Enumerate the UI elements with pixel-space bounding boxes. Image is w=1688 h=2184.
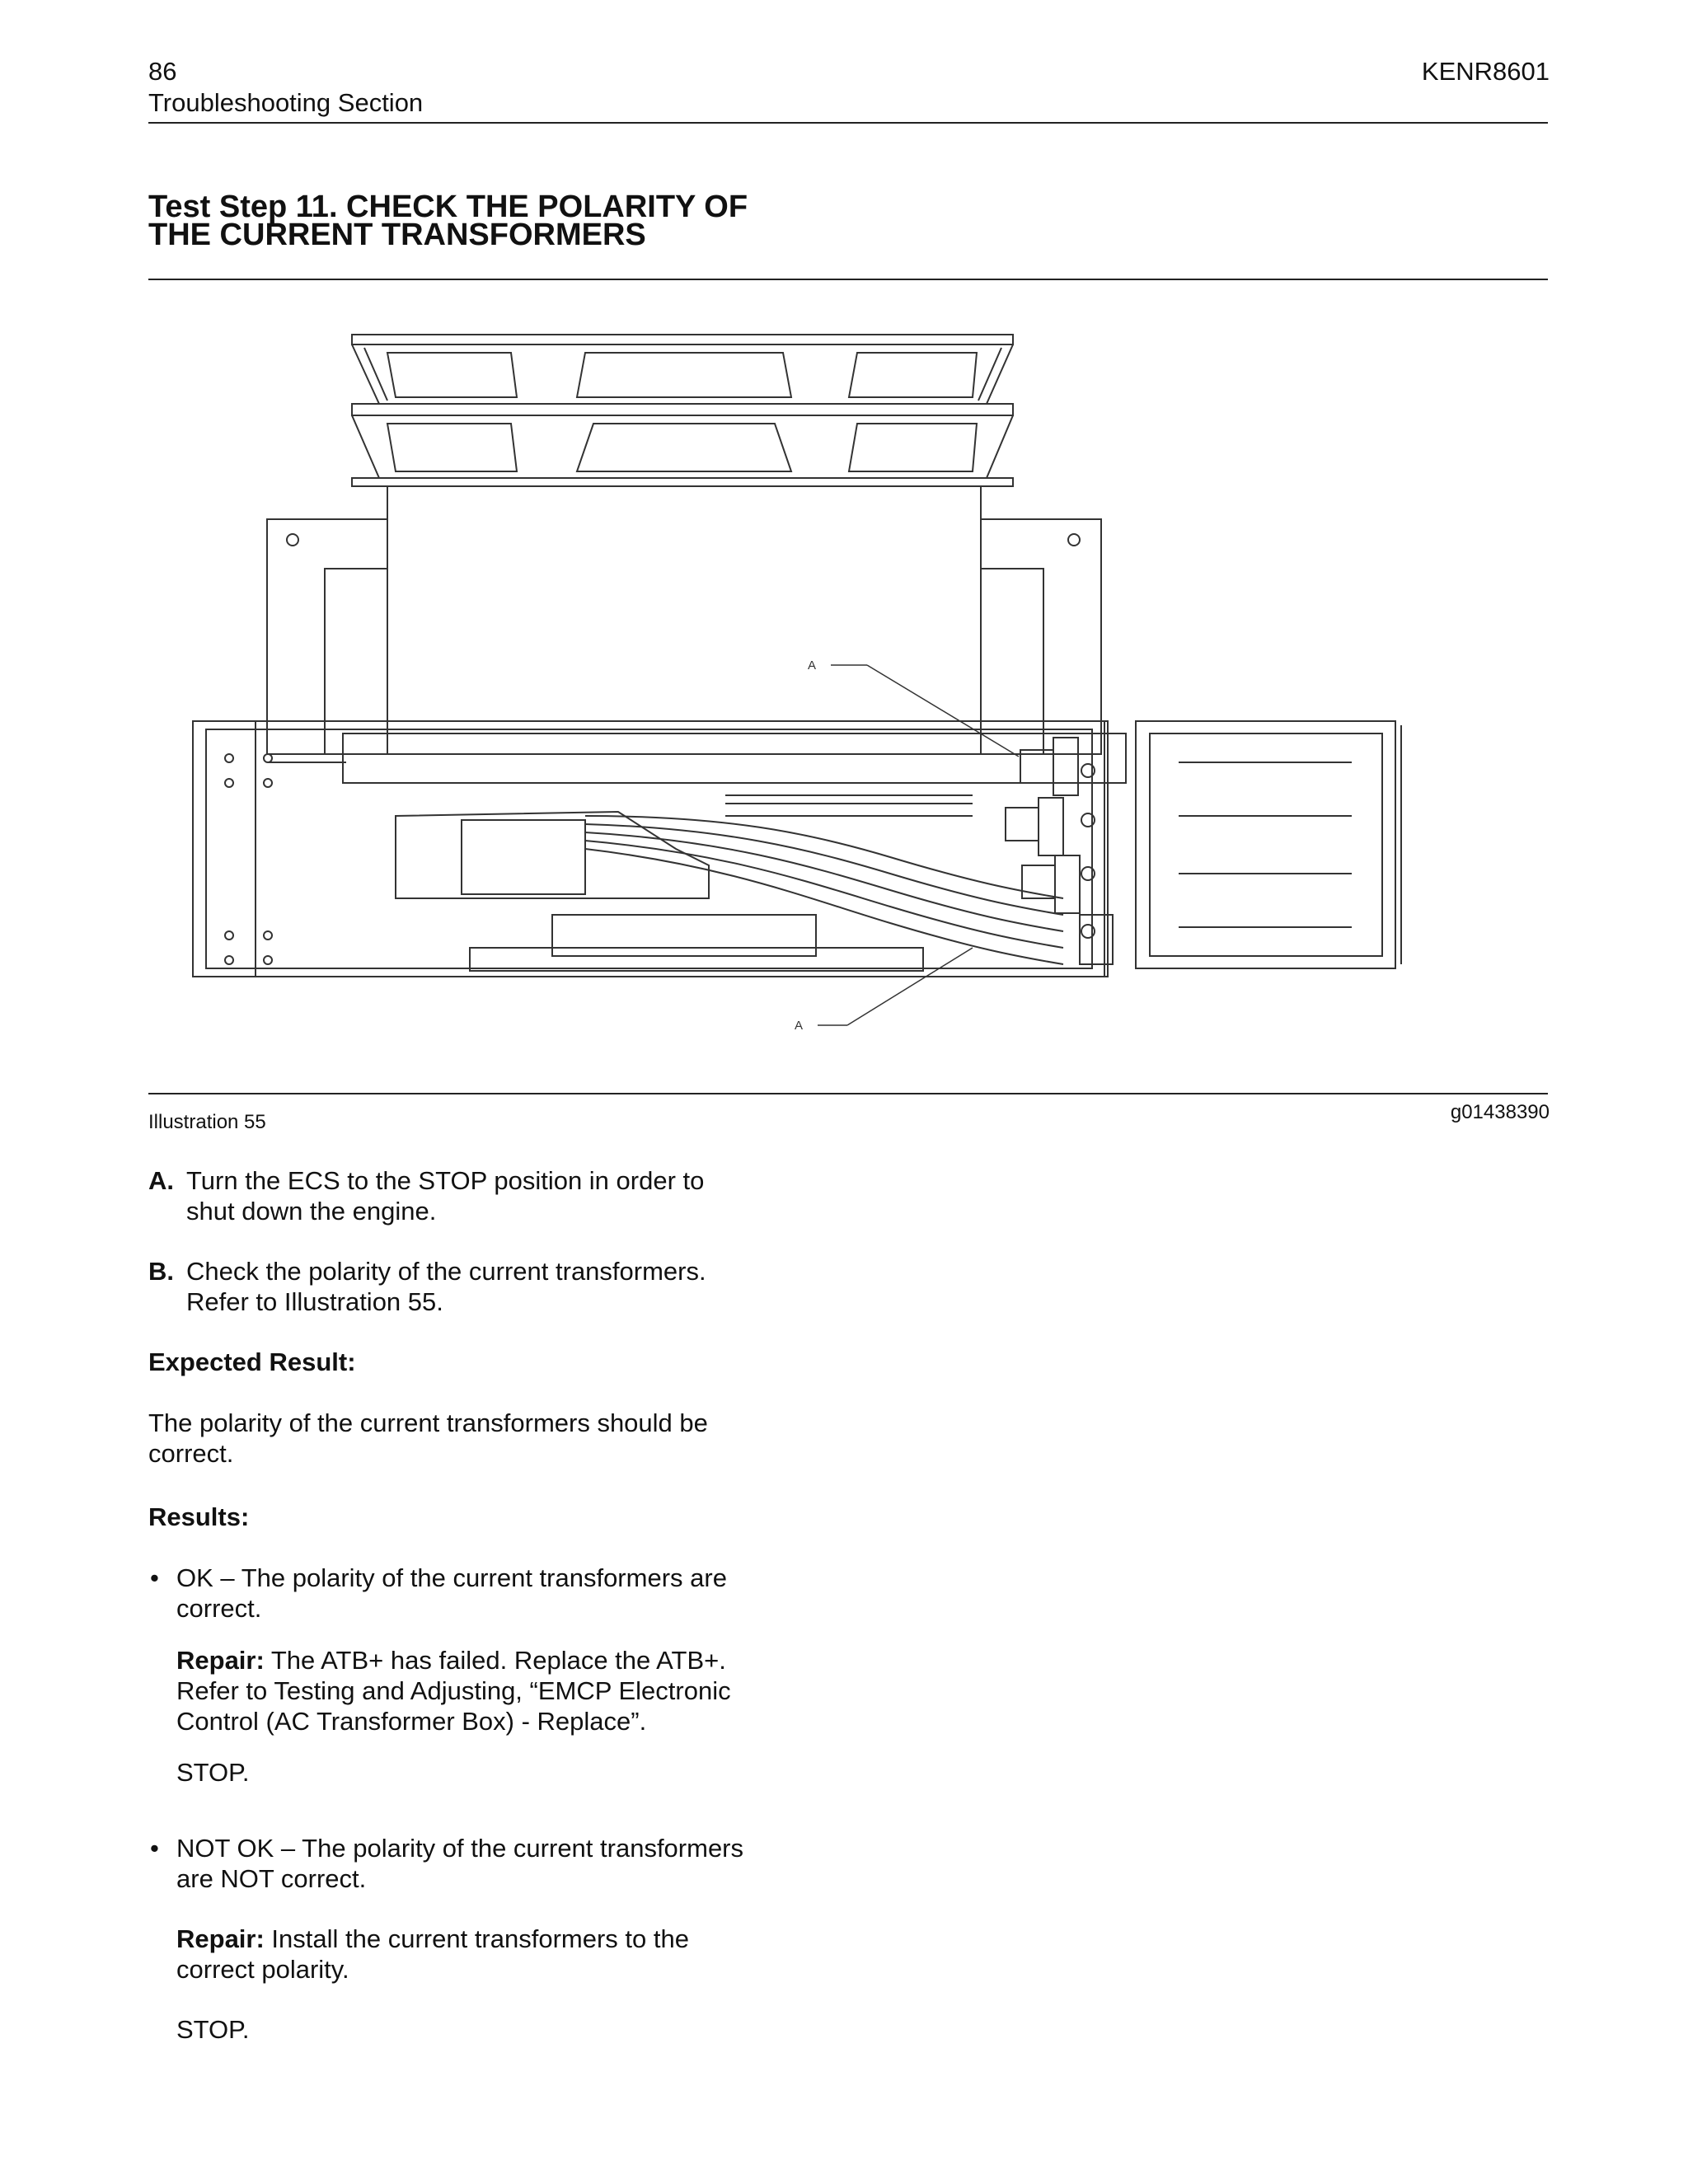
- bullet-icon: •: [150, 1563, 159, 1592]
- result-not-ok-line-1: NOT OK – The polarity of the current transformers: [176, 1834, 744, 1863]
- step-a-label: A.: [148, 1166, 174, 1195]
- repair-label: Repair:: [176, 1924, 265, 1953]
- result-ok-repair: [176, 1645, 828, 1736]
- result-not-ok-repair: [176, 1924, 828, 1985]
- result-not-ok-line-2: are NOT correct.: [176, 1864, 367, 1893]
- result-ok: [148, 1563, 824, 1624]
- graphic-id: g01438390: [1450, 1101, 1550, 1123]
- result-ok-repair-line-2: Refer to Testing and Adjusting, “EMCP Electronic: [176, 1676, 731, 1705]
- step-b: [148, 1256, 824, 1317]
- test-step-title-line-2: THE CURRENT TRANSFORMERS: [148, 218, 646, 252]
- terminal-box: [1136, 721, 1401, 968]
- page-number: 86: [148, 57, 177, 86]
- step-b-line-1: Check the polarity of the current transformers.: [186, 1257, 706, 1286]
- result-ok-repair-line-3: Control (AC Transformer Box) - Replace”.: [176, 1707, 647, 1736]
- results-heading: Results:: [148, 1502, 250, 1531]
- generator-top-cover: [352, 335, 1013, 486]
- title-rule: [148, 279, 1548, 280]
- callout-label-top: A: [808, 658, 817, 673]
- result-not-ok-repair-line-2: correct polarity.: [176, 1955, 349, 1984]
- repair-label: Repair:: [176, 1646, 265, 1675]
- illustration-caption: Illustration 55: [148, 1111, 266, 1133]
- result-ok-line-2: correct.: [176, 1594, 262, 1623]
- figure-rule: [148, 1093, 1548, 1094]
- generator-housing: [267, 486, 1101, 754]
- result-ok-repair-line-1: The ATB+ has failed. Replace the ATB+.: [264, 1646, 726, 1675]
- expected-result-text: [148, 1408, 824, 1469]
- cable-bundle: [585, 795, 1063, 964]
- bullet-icon: •: [150, 1834, 159, 1863]
- expected-result-line-2: correct.: [148, 1439, 234, 1468]
- section-name: Troubleshooting Section: [148, 88, 424, 117]
- document-id: KENR8601: [1421, 57, 1550, 86]
- expected-result-line-1: The polarity of the current transformers should be: [148, 1408, 708, 1437]
- step-b-label: B.: [148, 1257, 174, 1286]
- result-ok-line-1: OK – The polarity of the current transformers are: [176, 1563, 727, 1592]
- result-ok-stop: STOP.: [176, 1758, 250, 1787]
- step-b-line-2: Refer to Illustration 55.: [186, 1287, 443, 1316]
- callout-label-bottom: A: [795, 1019, 804, 1033]
- generator-ct-illustration: [148, 321, 1548, 1047]
- test-step-title-line-1: Test Step 11. CHECK THE POLARITY OF: [148, 190, 748, 224]
- result-not-ok-stop: STOP.: [176, 2015, 250, 2044]
- step-a-line-1: Turn the ECS to the STOP position in order to: [186, 1166, 705, 1195]
- result-not-ok: [148, 1833, 824, 1894]
- expected-result-heading: Expected Result:: [148, 1347, 356, 1376]
- result-not-ok-repair-line-1: Install the current transformers to the: [264, 1924, 689, 1953]
- step-a-line-2: shut down the engine.: [186, 1197, 437, 1226]
- step-a: [148, 1165, 824, 1226]
- header-rule: [148, 122, 1548, 124]
